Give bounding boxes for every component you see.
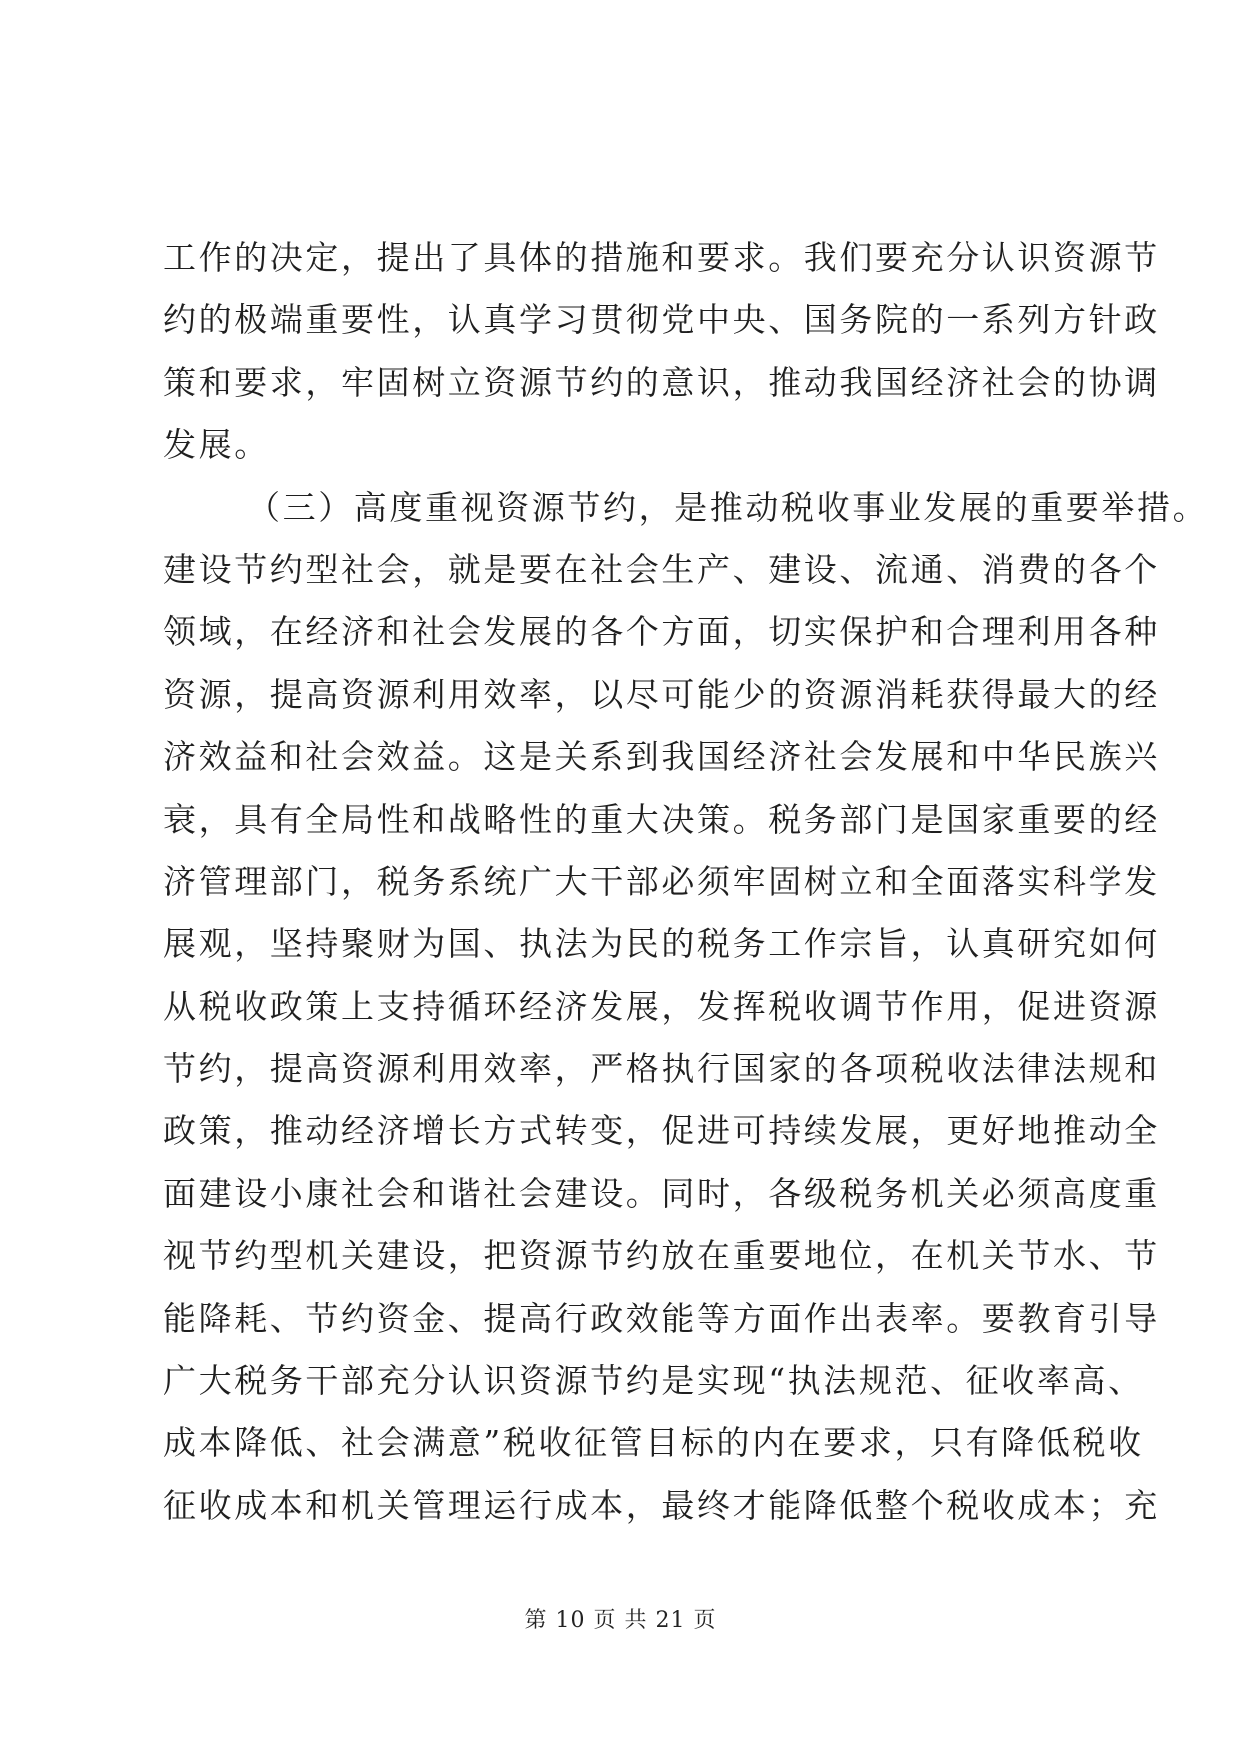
text-line: 济管理部门，税务系统广大干部必须牢固树立和全面落实科学发 <box>163 861 1160 901</box>
text-line: 节约，提高资源利用效率，严格执行国家的各项税收法律法规和 <box>163 1049 1160 1089</box>
text-line: 征收成本和机关管理运行成本，最终才能降低整个税收成本；充 <box>163 1485 1160 1525</box>
text-line: 视节约型机关建设，把资源节约放在重要地位，在机关节水、节 <box>163 1236 1160 1276</box>
text-line: 领域，在经济和社会发展的各个方面，切实保护和合理利用各种 <box>163 612 1160 652</box>
text-line: 广大税务干部充分认识资源节约是实现“执法规范、征收率高、 <box>163 1361 1144 1401</box>
page-number-footer: 第 10 页 共 21 页 <box>524 1608 717 1633</box>
section-heading-line: （三）高度重视资源节约，是推动税收事业发展的重要举措。 <box>247 487 1209 527</box>
text-line: 能降耗、节约资金、提高行政效能等方面作出表率。要教育引导 <box>163 1298 1160 1338</box>
text-line: 衰，具有全局性和战略性的重大决策。税务部门是国家重要的经 <box>163 799 1160 839</box>
text-line: 从税收政策上支持循环经济发展，发挥税收调节作用，促进资源 <box>163 986 1160 1026</box>
text-line: 政策，推动经济增长方式转变，促进可持续发展，更好地推动全 <box>163 1111 1160 1151</box>
body-text <box>163 227 1209 1537</box>
text-line: 策和要求，牢固树立资源节约的意识，推动我国经济社会的协调 <box>163 362 1160 402</box>
text-line: 面建设小康社会和谐社会建设。同时，各级税务机关必须高度重 <box>163 1173 1160 1213</box>
text-line: 资源，提高资源利用效率，以尽可能少的资源消耗获得最大的经 <box>163 674 1160 714</box>
text-line: 约的极端重要性，认真学习贯彻党中央、国务院的一系列方针政 <box>163 300 1160 340</box>
text-line: 建设节约型社会，就是要在社会生产、建设、流通、消费的各个 <box>163 549 1160 589</box>
text-line: 发展。 <box>163 425 270 465</box>
text-line: 展观，坚持聚财为国、执法为民的税务工作宗旨，认真研究如何 <box>163 924 1160 964</box>
text-line: 济效益和社会效益。这是关系到我国经济社会发展和中华民族兴 <box>163 737 1160 777</box>
text-line: 工作的决定，提出了具体的措施和要求。我们要充分认识资源节 <box>163 238 1160 277</box>
text-line: 成本降低、社会满意”税收征管目标的内在要求，只有降低税收 <box>163 1423 1144 1463</box>
